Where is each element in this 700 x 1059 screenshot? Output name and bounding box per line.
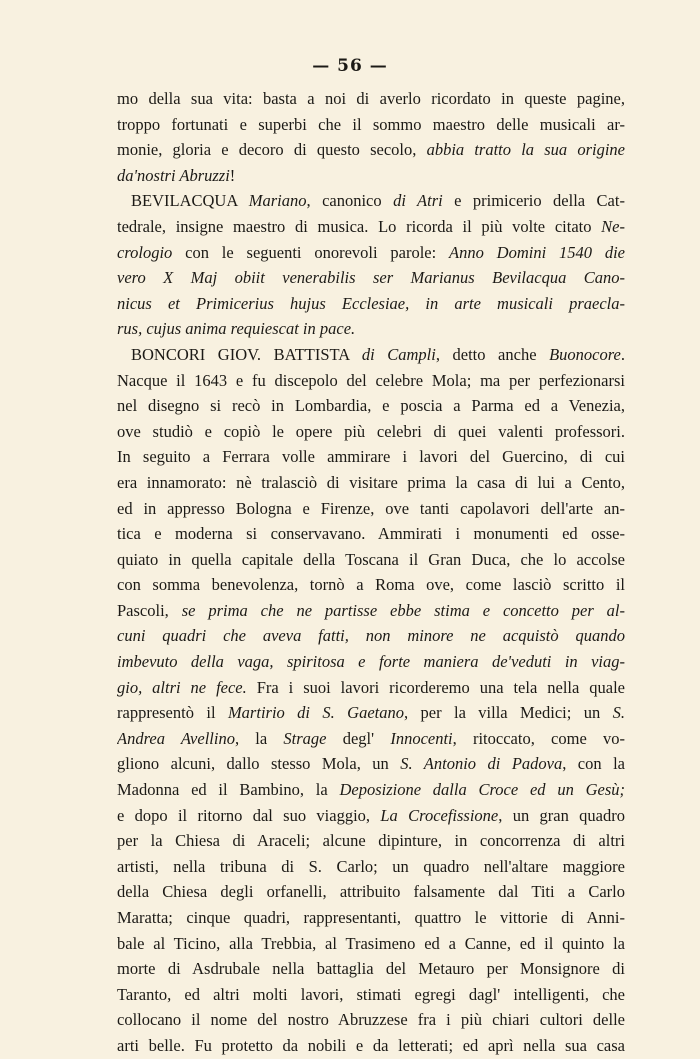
page-number: — 56 —	[312, 56, 388, 76]
text-line: rus, cujus anima requiescat in pace.	[117, 319, 356, 339]
text-line: imbevuto della vaga, spiritosa e forte maniera de'veduti in viag-	[117, 652, 625, 672]
text-line: BONCORI GIOV. BATTISTA di Campli, detto anche Buonocore.	[131, 344, 625, 364]
text-line: ed in appresso Bologna e Firenze, ove tanti capolavori dell'arte an-	[117, 498, 625, 518]
text-line: con somma benevolenza, tornò a Roma ove, come lasciò scritto il	[117, 575, 625, 595]
text-line: rappresentò il Martirio di S. Gaetano, per la villa Medici; un S.	[117, 703, 625, 723]
text-line: Maratta; cinque quadri, rappresentanti, quattro le vittorie di Anni-	[117, 908, 625, 927]
text-line: era innamorato: nè tralasciò di visitare prima la casa di lui a Cento,	[117, 472, 625, 492]
text-line: e dopo il ritorno dal suo viaggio, La Crocefissione, un gran quadro	[117, 805, 625, 825]
text-line: ove studiò e copiò le opere più celebri di quei valenti professori.	[117, 421, 625, 441]
text-line: mo della sua vita: basta a noi di averlo ricordato in queste pagine,	[117, 89, 625, 108]
text-line: della Chiesa degli orfanelli, attribuito falsamente dal Titi a Carlo	[117, 882, 625, 902]
text-line: crologio con le seguenti onorevoli parole: Anno Domini 1540 die	[117, 242, 625, 262]
text-line: artisti, nella tribuna di S. Carlo; un quadro nell'altare maggiore	[117, 856, 625, 876]
text-line: Pascoli, se prima che ne partisse ebbe stima e concetto per al-	[117, 600, 625, 620]
text-line: Andrea Avellino, la Strage degl' Innocenti, ritoccato, come vo-	[117, 728, 625, 748]
text-line: vero X Maj obiit venerabilis ser Marianus Bevilacqua Cano-	[117, 268, 625, 288]
text-line: bale al Ticino, alla Trebbia, al Trasimeno ed a Canne, ed il quinto la	[117, 933, 625, 953]
text-line: tica e moderna si conservavano. Ammirati i monumenti ed osse-	[117, 524, 625, 544]
text-line: nicus et Primicerius hujus Ecclesiae, in arte musicali praecla-	[117, 293, 625, 313]
text-line: Taranto, ed altri molti lavori, stimati egregi dagl' intelligenti, che	[117, 984, 625, 1004]
body-text	[117, 86, 625, 1059]
text-line: Madonna ed il Bambino, la Deposizione dalla Croce ed un Gesù;	[117, 780, 625, 800]
text-line: troppo fortunati e superbi che il sommo maestro delle musicali ar-	[117, 114, 625, 134]
text-line: tedrale, insigne maestro di musica. Lo ricorda il più volte citato Ne-	[117, 216, 625, 236]
text-line: Nacque il 1643 e fu discepolo del celebre Mola; ma per perfezionarsi	[117, 370, 625, 390]
text-line: BEVILACQUA Mariano, canonico di Atri e primicerio della Cat-	[131, 191, 625, 211]
text-line: morte di Asdrubale nella battaglia del Metauro per Monsignore di	[117, 959, 625, 979]
text-line: cuni quadri che aveva fatti, non minore ne acquistò quando	[117, 626, 625, 646]
text-line: In seguito a Ferrara volle ammirare i lavori del Guercino, di cui	[117, 447, 625, 467]
text-line: monie, gloria e decoro di questo secolo, abbia tratto la sua origine	[117, 140, 625, 160]
text-line: arti belle. Fu protetto da nobili e da letterati; ed aprì nella sua casa	[117, 1035, 625, 1055]
text-line: collocano il nome del nostro Abruzzese fra i più chiari cultori delle	[117, 1010, 625, 1030]
text-line: nel disegno si recò in Lombardia, e poscia a Parma ed a Venezia,	[117, 396, 625, 416]
text-line: gio, altri ne fece. Fra i suoi lavori ricorderemo una tela nella quale	[117, 677, 625, 697]
text-line: gliono alcuni, dallo stesso Mola, un S. Antonio di Padova, con la	[117, 754, 625, 774]
text-line: per la Chiesa di Araceli; alcune dipinture, in concorrenza di altri	[117, 831, 625, 851]
text-line: quiato in quella capitale della Toscana il Gran Duca, che lo accolse	[117, 549, 625, 569]
text-line: da'nostri Abruzzi!	[117, 165, 236, 185]
